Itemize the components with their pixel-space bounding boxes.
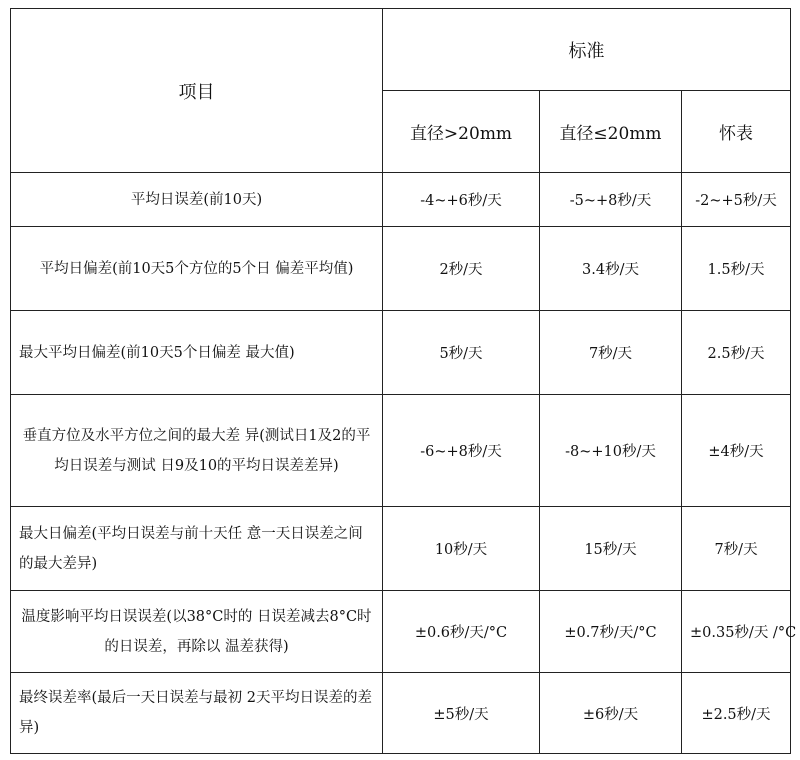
row-item-label: 最大平均日偏差(前10天5个日偏差 最大值) (11, 311, 383, 395)
row-item-label: 最终误差率(最后一天日误差与最初 2天平均日误差的差异) (11, 673, 383, 754)
table-row (11, 395, 791, 507)
table-row (11, 591, 791, 673)
row-item-label: 最大日偏差(平均日误差与前十天任 意一天日误差之间的最大差异) (11, 507, 383, 591)
subheader-diameter-le-20mm: 直径≤20mm (540, 91, 682, 173)
row-value: ±0.7秒/天/°C (540, 591, 682, 673)
row-value: 3.4秒/天 (540, 227, 682, 311)
row-value: 15秒/天 (540, 507, 682, 591)
subheader-diameter-gt-20mm: 直径>20mm (383, 91, 540, 173)
row-value: 1.5秒/天 (682, 227, 791, 311)
row-value: -6~+8秒/天 (383, 395, 540, 507)
header-standard: 标准 (383, 9, 791, 91)
row-value: -4~+6秒/天 (383, 173, 540, 227)
row-value: 2.5秒/天 (682, 311, 791, 395)
watch-accuracy-standards-table (10, 8, 797, 754)
row-item-label: 垂直方位及水平方位之间的最大差 异(测试日1及2的平均日误差与测试 日9及10的平均日误差差异) (11, 395, 383, 507)
subheader-pocket-watch: 怀表 (682, 91, 791, 173)
row-value: ±6秒/天 (540, 673, 682, 754)
header-row (11, 9, 791, 91)
row-value: ±4秒/天 (682, 395, 791, 507)
table-row (11, 173, 791, 227)
row-value: ±2.5秒/天 (682, 673, 791, 754)
row-value: 7秒/天 (540, 311, 682, 395)
row-value: 5秒/天 (383, 311, 540, 395)
row-value: -8~+10秒/天 (540, 395, 682, 507)
row-item-label: 平均日误差(前10天) (11, 173, 383, 227)
row-value: -2~+5秒/天 (682, 173, 791, 227)
row-value: 7秒/天 (682, 507, 791, 591)
table-row (11, 311, 791, 395)
row-value: 2秒/天 (383, 227, 540, 311)
row-value: ±0.6秒/天/°C (383, 591, 540, 673)
table-row (11, 227, 791, 311)
row-value: ±0.35秒/天 /°C (682, 591, 791, 673)
table-row (11, 507, 791, 591)
row-value: -5~+8秒/天 (540, 173, 682, 227)
row-value: ±5秒/天 (383, 673, 540, 754)
header-item: 项目 (11, 9, 383, 173)
table-row (11, 673, 791, 754)
row-value: 10秒/天 (383, 507, 540, 591)
row-item-label: 温度影响平均日误误差(以38°C时的 日误差减去8°C时的日误差，再除以 温差获得) (11, 591, 383, 673)
row-item-label: 平均日偏差(前10天5个方位的5个日 偏差平均值) (11, 227, 383, 311)
